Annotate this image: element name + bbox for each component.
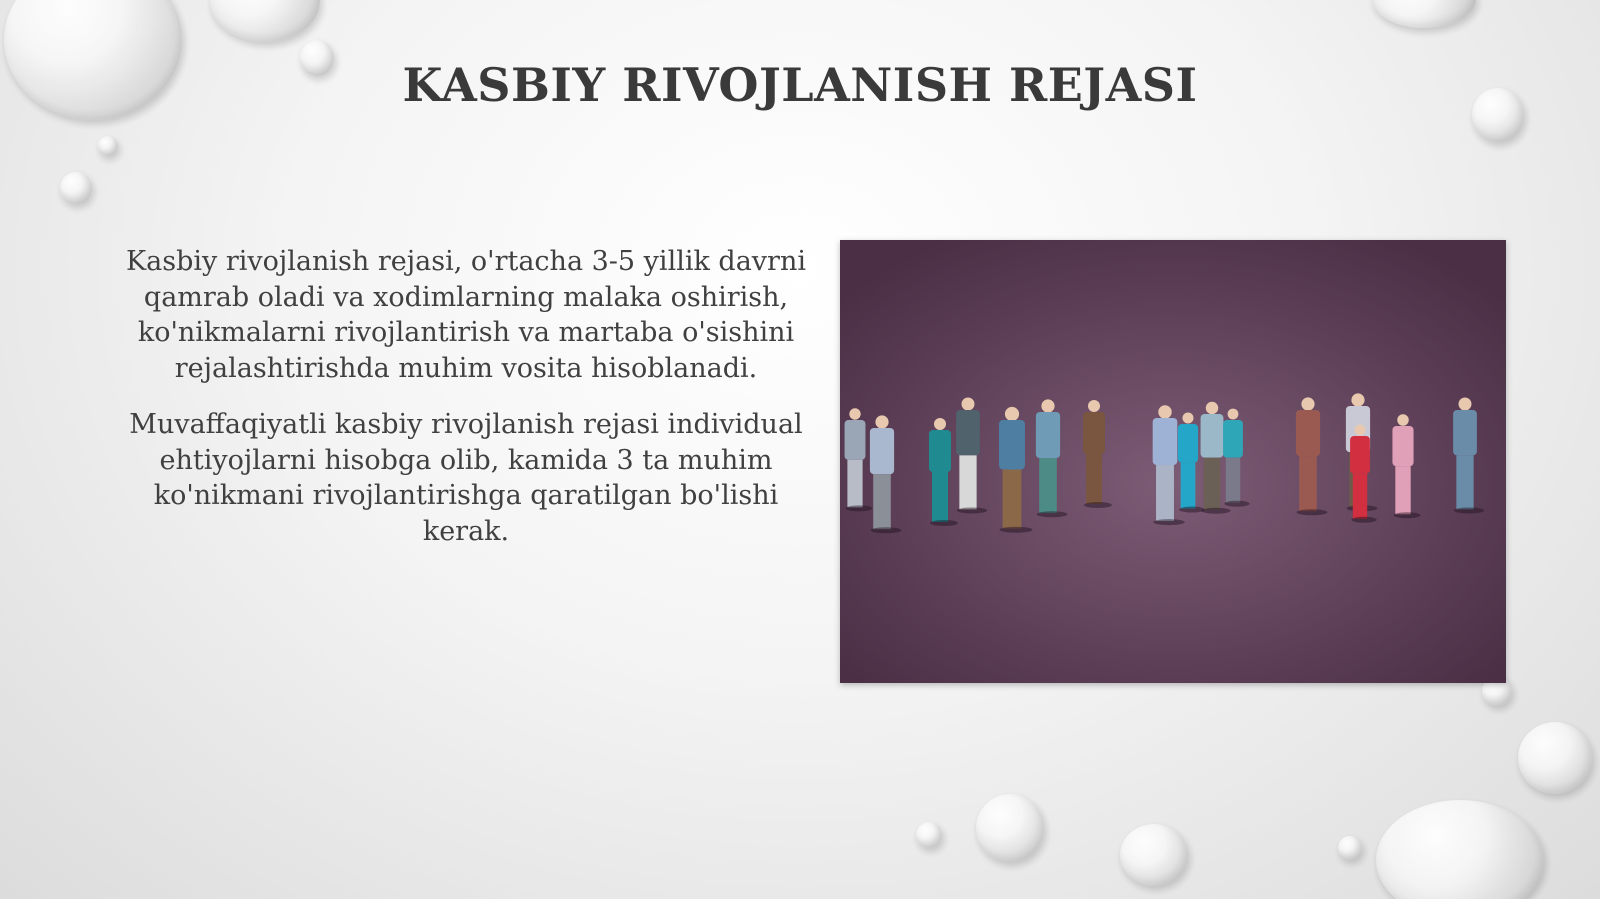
figurine-torso [1178, 424, 1198, 463]
water-droplet-decoration [1372, 0, 1476, 28]
figurine-head [1158, 405, 1171, 418]
figurine-legs [1353, 474, 1367, 519]
water-droplet-decoration [916, 822, 942, 848]
figurine-shadow [1179, 507, 1205, 513]
figurine-shadow [1351, 517, 1376, 523]
figurine-torso [845, 420, 866, 460]
figurine-legs [1456, 455, 1473, 509]
figurine-torso [1153, 418, 1178, 465]
figurine-legs [1395, 466, 1410, 514]
slide-title: KASBIY RIVOJLANISH REJASI [402, 58, 1198, 112]
body-paragraph: Muvaffaqiyatli kasbiy rivojlanish rejasi individual ehtiyojlarni hisobga olib, kamida 3 ta muhim ko'nikmani rivojlantirishga qaratilgan bo'lishi kerak. [129, 409, 803, 547]
figurine-shadow [1224, 501, 1249, 507]
figurine-torso [999, 420, 1025, 470]
body-paragraph: Kasbiy rivojlanish rejasi, o'rtacha 3-5 yillik davrni qamrab oladi va xodimlarning malaka oshirish, ko'nikmalarni rivojlantirish va martaba o'sishini rejalashtirishda muhim vosita hisoblanadi. [126, 246, 806, 384]
figurine-legs [1156, 465, 1174, 521]
figurine-torso [1083, 412, 1105, 454]
figurine-legs [1181, 463, 1196, 509]
figurine-torso [1453, 410, 1477, 455]
figurine-head [962, 398, 975, 411]
figurine-legs [959, 455, 976, 509]
figurine-head [1459, 398, 1472, 411]
figurine-shadow [1037, 511, 1068, 517]
figurine-head [1182, 412, 1193, 423]
figurine-torso [956, 410, 980, 455]
figurine-legs [1039, 458, 1057, 513]
figurine-shadow [871, 527, 902, 533]
figurine-legs [1299, 456, 1317, 511]
figurine-head [1397, 414, 1409, 426]
water-droplet-decoration [98, 136, 118, 156]
figurine-head [1005, 407, 1019, 421]
figurine-torso [929, 430, 951, 472]
figurine-shadow [1153, 519, 1184, 525]
figurine-torso [1223, 420, 1243, 458]
figurine-head [1041, 399, 1054, 412]
figurine-head [1088, 400, 1100, 412]
figurine-torso [1036, 412, 1060, 458]
figurine-head [1351, 393, 1364, 406]
water-droplet-decoration [210, 0, 320, 42]
water-droplet-decoration [1376, 800, 1544, 899]
figurine-torso [1350, 436, 1370, 474]
figurine-torso [1201, 414, 1224, 458]
figurine-legs [847, 460, 862, 508]
figurine-legs [1226, 458, 1240, 503]
figurine-shadow [930, 520, 958, 526]
figurine-head [875, 415, 888, 428]
figurine-legs [1204, 458, 1221, 510]
figurines-illustration [840, 240, 1506, 683]
figurine-legs [873, 474, 891, 529]
figurine-legs [932, 472, 948, 522]
figurine-torso [870, 428, 894, 474]
figurine-head [934, 418, 946, 430]
figurine-shadow [1297, 509, 1328, 515]
figurine-head [1206, 402, 1218, 414]
figurine-shadow [1084, 502, 1112, 508]
water-droplet-decoration [1518, 722, 1592, 794]
water-droplet-decoration [60, 172, 92, 204]
figurine-shadow [1454, 507, 1484, 513]
figurine-head [849, 408, 860, 419]
slide-body [108, 244, 824, 570]
water-droplet-decoration [1120, 824, 1188, 886]
figurine-shadow [957, 507, 987, 513]
figurine-shadow [846, 505, 873, 511]
figurine-shadow [1201, 508, 1230, 514]
people-figurines-photo [840, 240, 1506, 683]
water-droplet-decoration [1338, 836, 1362, 860]
figurine-shadow [999, 527, 1032, 533]
water-droplet-decoration [976, 794, 1044, 862]
figurine-torso [1392, 426, 1413, 466]
figurine-head [1228, 409, 1239, 420]
figurine-legs [1003, 470, 1022, 529]
figurine-legs [1086, 454, 1102, 504]
figurine-head [1355, 425, 1366, 436]
figurine-head [1301, 397, 1314, 410]
figurine-torso [1296, 410, 1320, 456]
figurine-shadow [1394, 512, 1421, 518]
